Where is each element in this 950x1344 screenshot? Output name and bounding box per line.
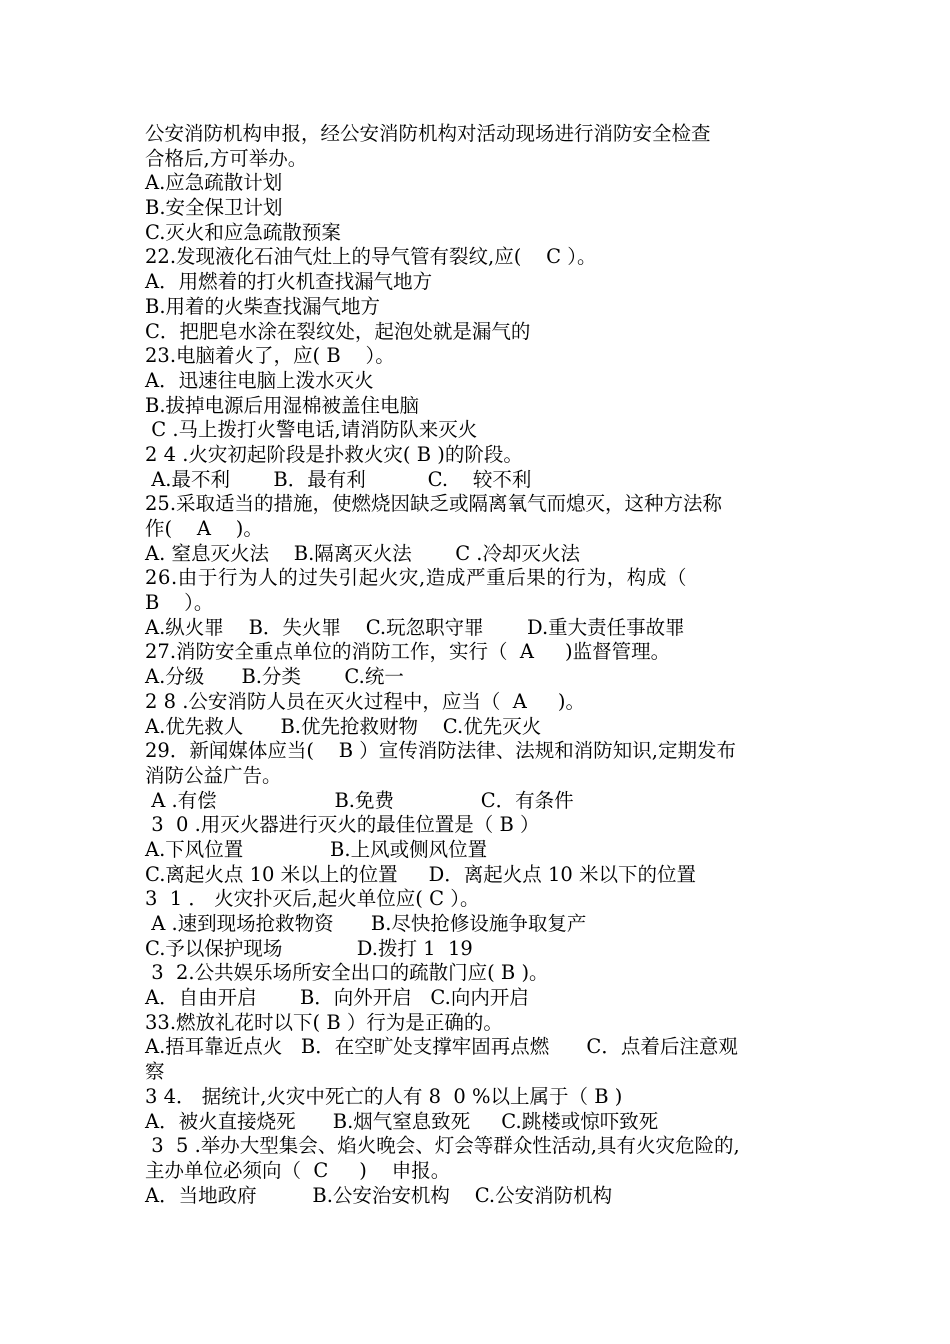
question-22: 22.发现液化石油气灶上的导气管有裂纹,应( C ）。 xyxy=(145,245,597,269)
answer-option: A．用燃着的打火机查找漏气地方 xyxy=(145,270,433,294)
answer-option: A.应急疏散计划 xyxy=(145,171,283,195)
question-23: 23.电脑着火了，应( B ）。 xyxy=(145,344,395,368)
question-27: 27.消防安全重点单位的消防工作，实行（ A )监督管理。 xyxy=(145,640,671,664)
question-29: 29．新闻媒体应当( B ）宣传消防法律、法规和消防知识,定期发布 xyxy=(145,739,736,763)
answer-options: A .速到现场抢救物资 B.尽快抢修设施争取复产 xyxy=(145,912,587,935)
answer-options: A.纵火罪 B．失火罪 C.玩忽职守罪 D.重大责任事故罪 xyxy=(145,615,685,639)
answer-option: B.用着的火柴查找漏气地方 xyxy=(145,294,381,318)
answer-options: C.予以保护现场 D.拨打 1 19 xyxy=(145,936,473,960)
question-33: 33.燃放礼花时以下( B ）行为是正确的。 xyxy=(145,1010,503,1034)
question-34: 3 4． 据统计,火灾中死亡的人有 8 0 %以上属于（ B ) xyxy=(145,1084,623,1108)
answer-option: A．迅速往电脑上泼水灭火 xyxy=(145,368,374,392)
question-25-cont: 作( A )。 xyxy=(145,517,263,540)
answer-options: A.下风位置 B.上风或侧风位置 xyxy=(145,837,488,861)
answer-option: C.灭火和应急疏散预案 xyxy=(145,220,341,244)
text-line: 公安消防机构申报，经公安消防机构对活动现场进行消防安全检查 xyxy=(145,122,711,145)
answer-options: A.最不利 B．最有利 C. 较不利 xyxy=(145,467,532,491)
answer-options: A. 窒息灭火法 B.隔离灭火法 C .冷却灭火法 xyxy=(145,541,581,565)
question-24: 2 4 .火灾初起阶段是扑救火灾( B )的阶段。 xyxy=(145,442,523,466)
answer-options: A．自由开启 B．向外开启 C.向内开启 xyxy=(145,986,529,1010)
answer-option: B.拔掉电源后用湿棉被盖住电脑 xyxy=(145,393,420,417)
answer-options: A.捂耳靠近点火 B．在空旷处支撑牢固再点燃 C．点着后注意观 xyxy=(145,1035,738,1059)
question-31: 3 1 ． 火灾扑灭后,起火单位应( C ）。 xyxy=(145,887,480,911)
answer-option: B.安全保卫计划 xyxy=(145,196,283,220)
answer-options: A.分级 B.分类 C.统一 xyxy=(145,665,404,689)
text-line: 合格后,方可举办。 xyxy=(145,146,308,170)
answer-options-cont: 察 xyxy=(145,1060,165,1084)
answer-options: A．当地政府 B.公安治安机构 C.公安消防机构 xyxy=(145,1183,613,1207)
question-30: 3 0 .用灭火器进行灭火的最佳位置是（ B ） xyxy=(145,813,540,837)
question-32: 3 2.公共娱乐场所安全出口的疏散门应( B )。 xyxy=(145,961,549,985)
question-35-cont: 主办单位必须向（ C ) 申报。 xyxy=(145,1158,451,1182)
document-body xyxy=(145,122,825,1208)
question-25: 25.采取适当的措施，使燃烧因缺乏或隔离氧气而熄灭，这种方法称 xyxy=(145,492,723,516)
answer-options: C.离起火点 10 米以上的位置 D．离起火点 10 米以下的位置 xyxy=(145,862,696,886)
question-28: 2 8 .公安消防人员在灭火过程中，应当（ A )。 xyxy=(145,689,585,713)
answer-options: A.优先救人 B.优先抢救财物 C.优先灭火 xyxy=(145,714,542,738)
question-26-cont: B ）。 xyxy=(145,591,214,615)
answer-options: A．被火直接烧死 B.烟气窒息致死 C.跳楼或惊吓致死 xyxy=(145,1109,659,1133)
answer-option: C .马上拨打火警电话,请消防队来灭火 xyxy=(145,418,478,442)
answer-option: C．把肥皂水涂在裂纹处，起泡处就是漏气的 xyxy=(145,319,531,343)
answer-options: A .有偿 B.免费 C．有条件 xyxy=(145,788,574,812)
question-35: 3 5 .举办大型集会、焰火晚会、灯会等群众性活动,具有火灾危险的, xyxy=(145,1134,740,1158)
question-26: 26.由于行为人的过失引起火灾,造成严重后果的行为，构成（ xyxy=(145,566,688,590)
question-29-cont: 消防公益广告。 xyxy=(145,763,282,787)
